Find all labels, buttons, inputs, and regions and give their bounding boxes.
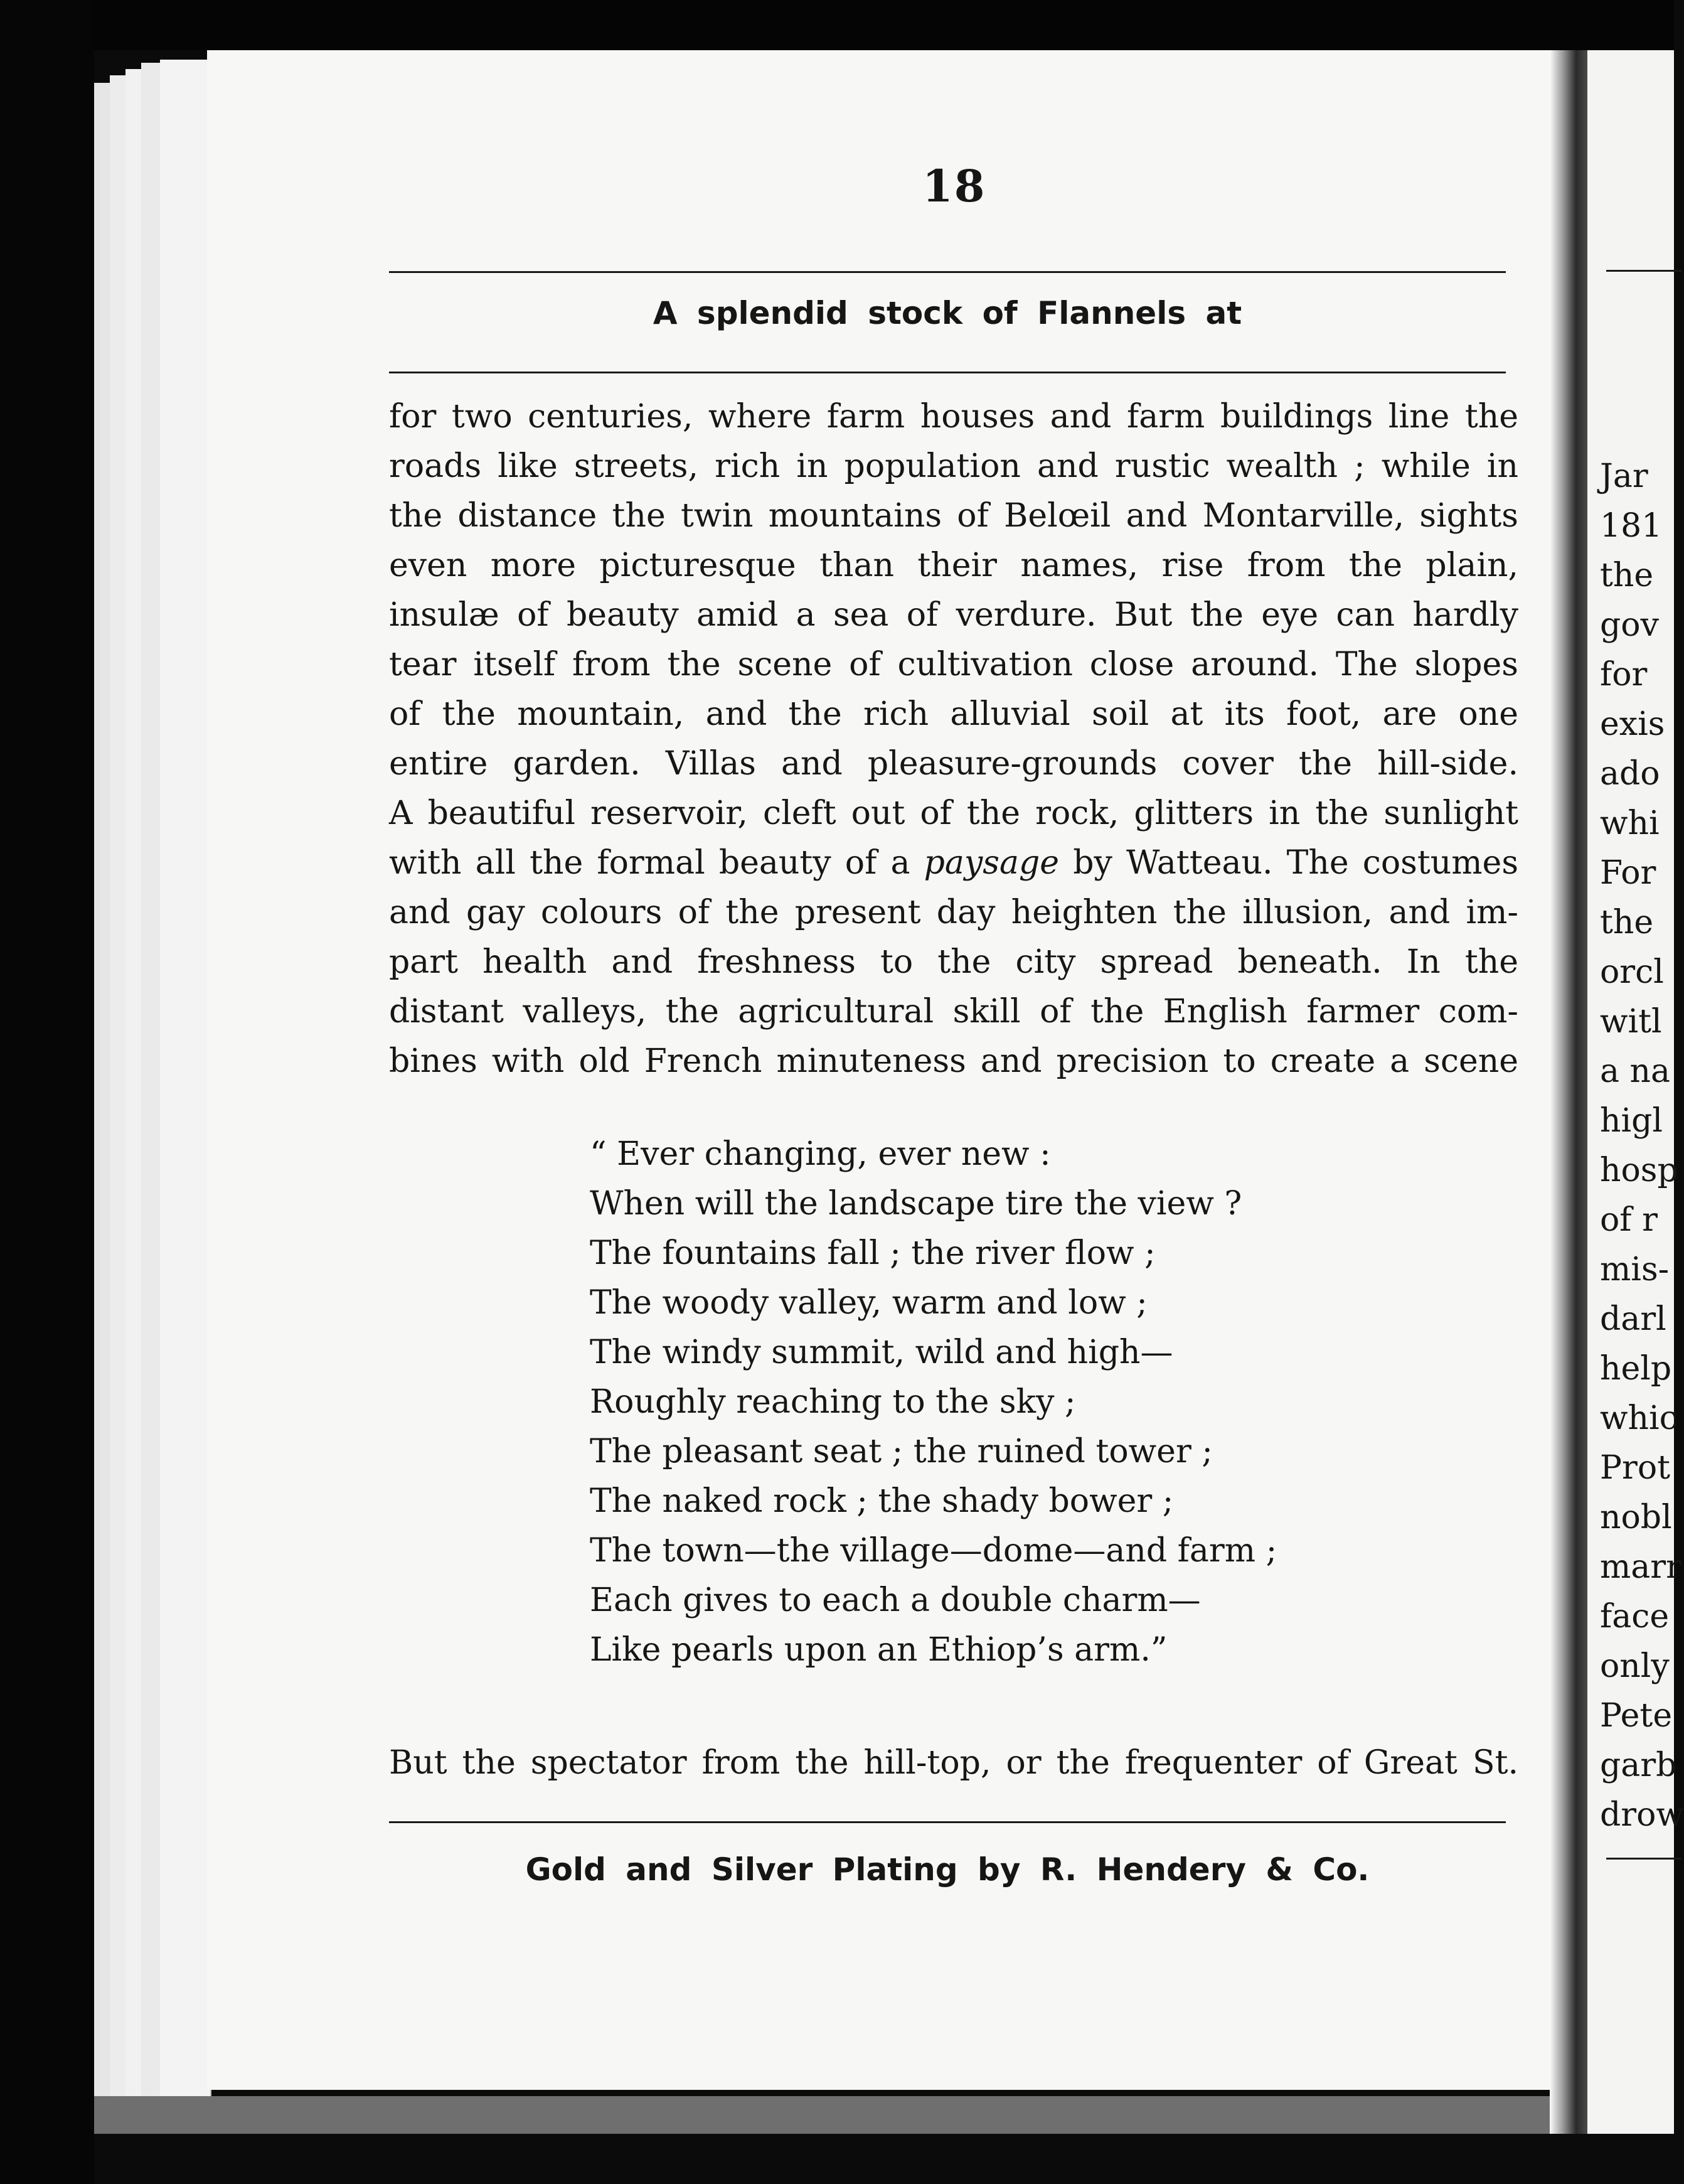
fragment-line: Jar (1600, 458, 1648, 495)
fragment-line: garb (1600, 1747, 1677, 1784)
scan-border-top (0, 0, 1674, 50)
poem-quotation (590, 1130, 1343, 1675)
fragment-line: only (1600, 1647, 1670, 1685)
text-line: part health and freshness to the city spread beneath. In the (389, 943, 1518, 981)
fragment-line: For (1600, 854, 1656, 892)
fragment-line: a na (1600, 1052, 1671, 1090)
poem-line: The woody valley, warm and low ; (590, 1284, 1148, 1322)
text-line: entire garden. Villas and pleasure-grounds cover the hill-side. (389, 745, 1518, 783)
fragment-line: exis (1600, 705, 1665, 743)
header-rule-top (389, 271, 1506, 273)
poem-line: Roughly reaching to the sky ; (590, 1383, 1076, 1421)
fragment-line: the (1600, 904, 1654, 941)
italic-word: paysage (924, 844, 1060, 882)
poem-line: Each gives to each a double charm— (590, 1582, 1201, 1619)
poem-line: The fountains fall ; the river flow ; (590, 1234, 1156, 1272)
fragment-line: whi (1600, 805, 1660, 842)
footer-advertisement: Gold and Silver Plating by R. Hendery & Co. (525, 1851, 1370, 1888)
fragment-line: Prot (1600, 1449, 1671, 1487)
fragment-line: 181 (1600, 507, 1663, 545)
scan-shadow-bottom (94, 2096, 1556, 2134)
fragment-line: drow (1600, 1796, 1684, 1834)
poem-line: Like pearls upon an Ethiop’s arm.” (590, 1631, 1168, 1669)
poem-line: The town—the village—dome—and farm ; (590, 1532, 1277, 1570)
fragment-line: witl (1600, 1003, 1662, 1041)
fragment-line: help (1600, 1350, 1672, 1388)
facing-page-rule (1606, 270, 1681, 272)
poem-line: The windy summit, wild and high— (590, 1334, 1173, 1371)
prose-paragraph (389, 392, 1518, 1086)
fragment-line: marr (1600, 1548, 1682, 1586)
fragment-line: mis- (1600, 1251, 1670, 1288)
text-line: even more picturesque than their names, rise from the plain, (389, 547, 1518, 584)
poem-line: When will the landscape tire the view ? (590, 1185, 1242, 1223)
text-line: bines with old French minuteness and precision to create a scene (389, 1042, 1518, 1080)
fragment-line: nobl (1600, 1499, 1672, 1536)
facing-page-column (1600, 452, 1684, 1840)
fragment-line: whic (1600, 1400, 1678, 1437)
text-line: A beautiful reservoir, cleft out of the rock, glitters in the sunlight (389, 795, 1518, 832)
facing-page-fragment (1587, 50, 1684, 2134)
closing-text (389, 1738, 1518, 1788)
fragment-line: Pete (1600, 1697, 1673, 1735)
page-number: 18 (922, 160, 986, 212)
text-line: and gay colours of the present day heighten the illusion, and im- (389, 894, 1518, 931)
fragment-line: hosp (1600, 1152, 1678, 1189)
header-rule-bottom (389, 372, 1506, 373)
facing-page-rule (1606, 1858, 1681, 1860)
scan-border-left (0, 0, 94, 2184)
text-line: tear itself from the scene of cultivation close around. The slopes (389, 646, 1518, 683)
fragment-line: face (1600, 1598, 1670, 1635)
text-line: for two centuries, where farm houses and farm buildings line the (389, 398, 1518, 436)
text-line: But the spectator from the hill-top, or the frequenter of Great St. (389, 1744, 1518, 1782)
fragment-line: the (1600, 557, 1654, 594)
page-edge (160, 60, 211, 2131)
fragment-line: ado (1600, 755, 1660, 793)
book-gutter (1550, 50, 1587, 2134)
fragment-line: for (1600, 656, 1648, 693)
text-line: the distance the twin mountains of Belœil and Montarville, sights (389, 497, 1518, 535)
text-line: insulæ of beauty amid a sea of verdure. But the eye can hardly (389, 596, 1518, 634)
fragment-line: of r (1600, 1201, 1658, 1239)
text-line-with-italic (389, 838, 1518, 888)
fragment-line: darl (1600, 1300, 1666, 1338)
fragment-line: higl (1600, 1102, 1663, 1140)
text-line: of the mountain, and the rich alluvial soil at its foot, are one (389, 695, 1518, 733)
text-line: roads like streets, rich in population and rustic wealth ; while in (389, 447, 1518, 485)
fragment-line: gov (1600, 606, 1659, 644)
footer-rule (389, 1821, 1506, 1823)
header-advertisement: A splendid stock of Flannels at (653, 295, 1242, 331)
text-segment: by Watteau. The costumes (1059, 844, 1519, 882)
fragment-line: orcl (1600, 953, 1664, 991)
poem-line: The pleasant seat ; the ruined tower ; (590, 1433, 1213, 1470)
poem-line: The naked rock ; the shady bower ; (590, 1482, 1174, 1520)
poem-line: “ Ever changing, ever new : (590, 1135, 1051, 1173)
text-line: distant valleys, the agricultural skill of the English farmer com- (389, 993, 1518, 1030)
text-segment: with all the formal beauty of a (389, 844, 924, 882)
